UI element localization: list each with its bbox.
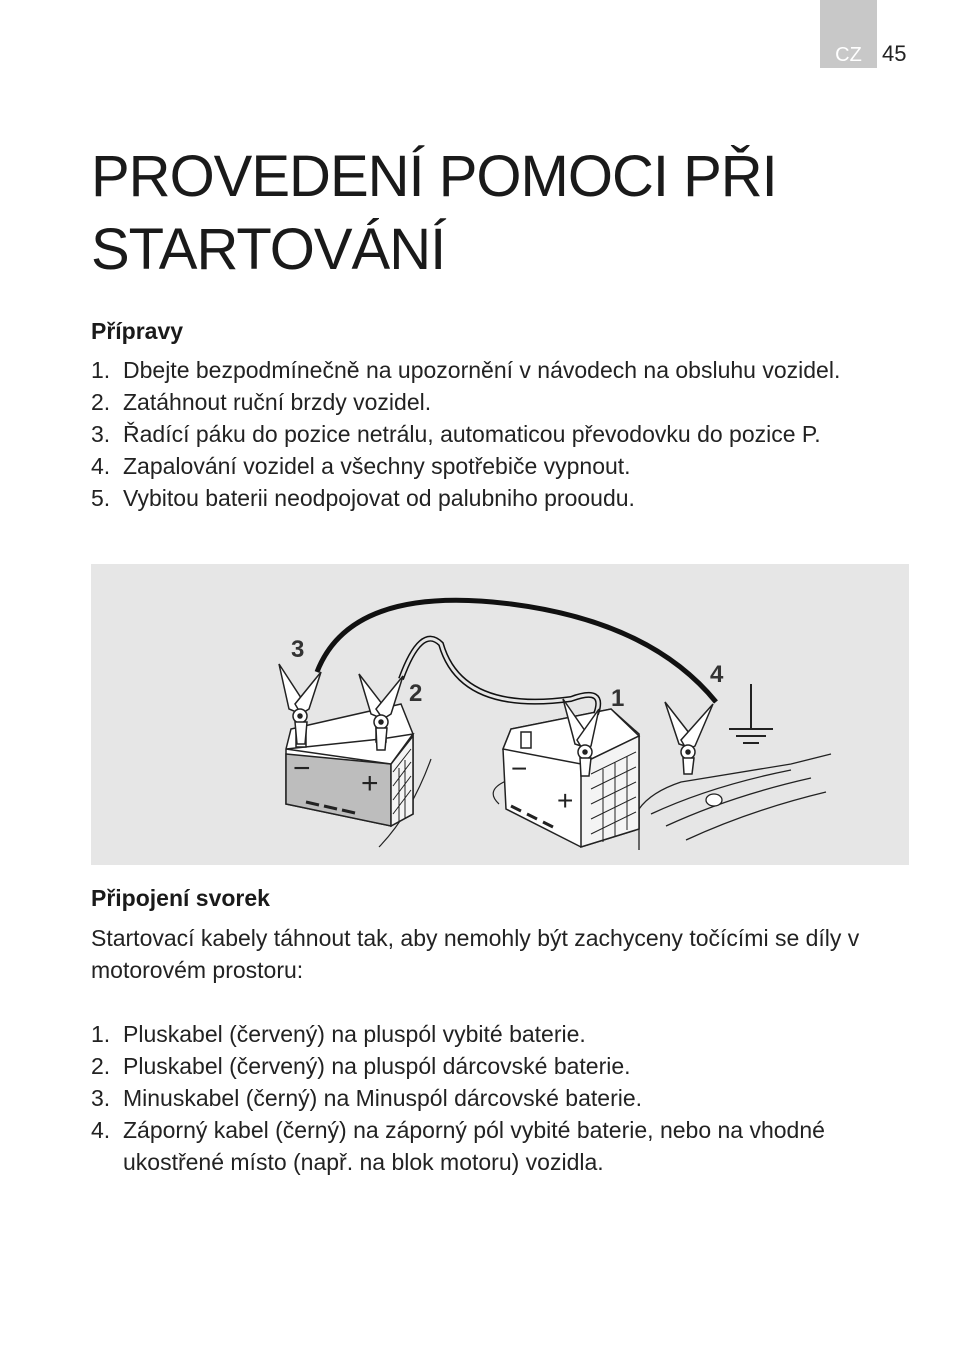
label-1: 1	[611, 685, 625, 712]
list-item	[91, 386, 911, 418]
title-line-1: PROVEDENÍ POMOCI PŘI	[91, 144, 777, 209]
page-title	[91, 140, 777, 286]
item-number: 3.	[91, 1085, 111, 1111]
list-item	[91, 1018, 911, 1050]
item-text: Dbejte bezpodmínečně na upozornění v návodech na obsluhu vozidel.	[123, 357, 841, 383]
language-code: CZ	[835, 44, 862, 66]
item-number: 1.	[91, 357, 111, 383]
item-number: 2.	[91, 1053, 111, 1079]
connection-intro: Startovací kabely táhnout tak, aby nemohly být zachyceny točícími se díly v motorovém prostoru:	[91, 925, 860, 983]
label-3: 3	[291, 636, 305, 663]
list-item	[91, 482, 911, 514]
item-text: Pluskabel (červený) na pluspól vybité baterie.	[123, 1021, 586, 1047]
jump-start-diagram	[91, 564, 909, 865]
item-text: Minuskabel (černý) na Minuspól dárcovské baterie.	[123, 1085, 643, 1111]
ground-symbol	[729, 684, 773, 743]
list-item	[91, 1082, 911, 1114]
connection-list	[91, 1018, 911, 1178]
page-number: 45	[882, 41, 907, 66]
donor-battery-minus: −	[293, 752, 311, 785]
section-heading-preparation: Přípravy	[91, 318, 184, 344]
engine-block	[639, 754, 831, 850]
label-4: 4	[710, 661, 724, 688]
title-line-2: STARTOVÁNÍ	[91, 217, 446, 282]
donor-battery-plus: +	[361, 767, 379, 800]
item-number: 2.	[91, 389, 111, 415]
section-heading-connection: Připojení svorek	[91, 885, 270, 911]
item-text: Zapalování vozidel a všechny spotřebiče vypnout.	[123, 453, 631, 479]
item-number: 4.	[91, 453, 111, 479]
discharged-battery-minus: −	[511, 753, 528, 784]
item-number: 4.	[91, 1117, 111, 1143]
item-number: 5.	[91, 485, 111, 511]
black-cable	[317, 600, 716, 702]
item-text: Pluskabel (červený) na pluspól dárcovské baterie.	[123, 1053, 631, 1079]
language-tab	[820, 0, 877, 68]
list-item	[91, 450, 911, 482]
list-item	[91, 354, 911, 386]
discharged-battery-plus: +	[557, 785, 574, 816]
item-text: Řadící páku do pozice netrálu, automaticou převodovku do pozice P.	[123, 421, 821, 447]
list-item	[91, 418, 911, 450]
preparation-list	[91, 354, 911, 514]
item-text: Záporný kabel (černý) na záporný pól vybité baterie, nebo na vhodné ukostřené místo (např. na blok motoru) vozidla.	[123, 1117, 825, 1175]
item-text: Zatáhnout ruční brzdy vozidel.	[123, 389, 432, 415]
list-item	[91, 1050, 911, 1082]
red-cable	[401, 639, 598, 714]
label-2: 2	[409, 680, 423, 707]
clamp-4	[665, 702, 713, 774]
jump-start-illustration	[91, 564, 909, 865]
item-number: 3.	[91, 421, 111, 447]
item-number: 1.	[91, 1021, 111, 1047]
item-text: Vybitou baterii neodpojovat od palubniho prooudu.	[123, 485, 635, 511]
list-item	[91, 1114, 911, 1178]
